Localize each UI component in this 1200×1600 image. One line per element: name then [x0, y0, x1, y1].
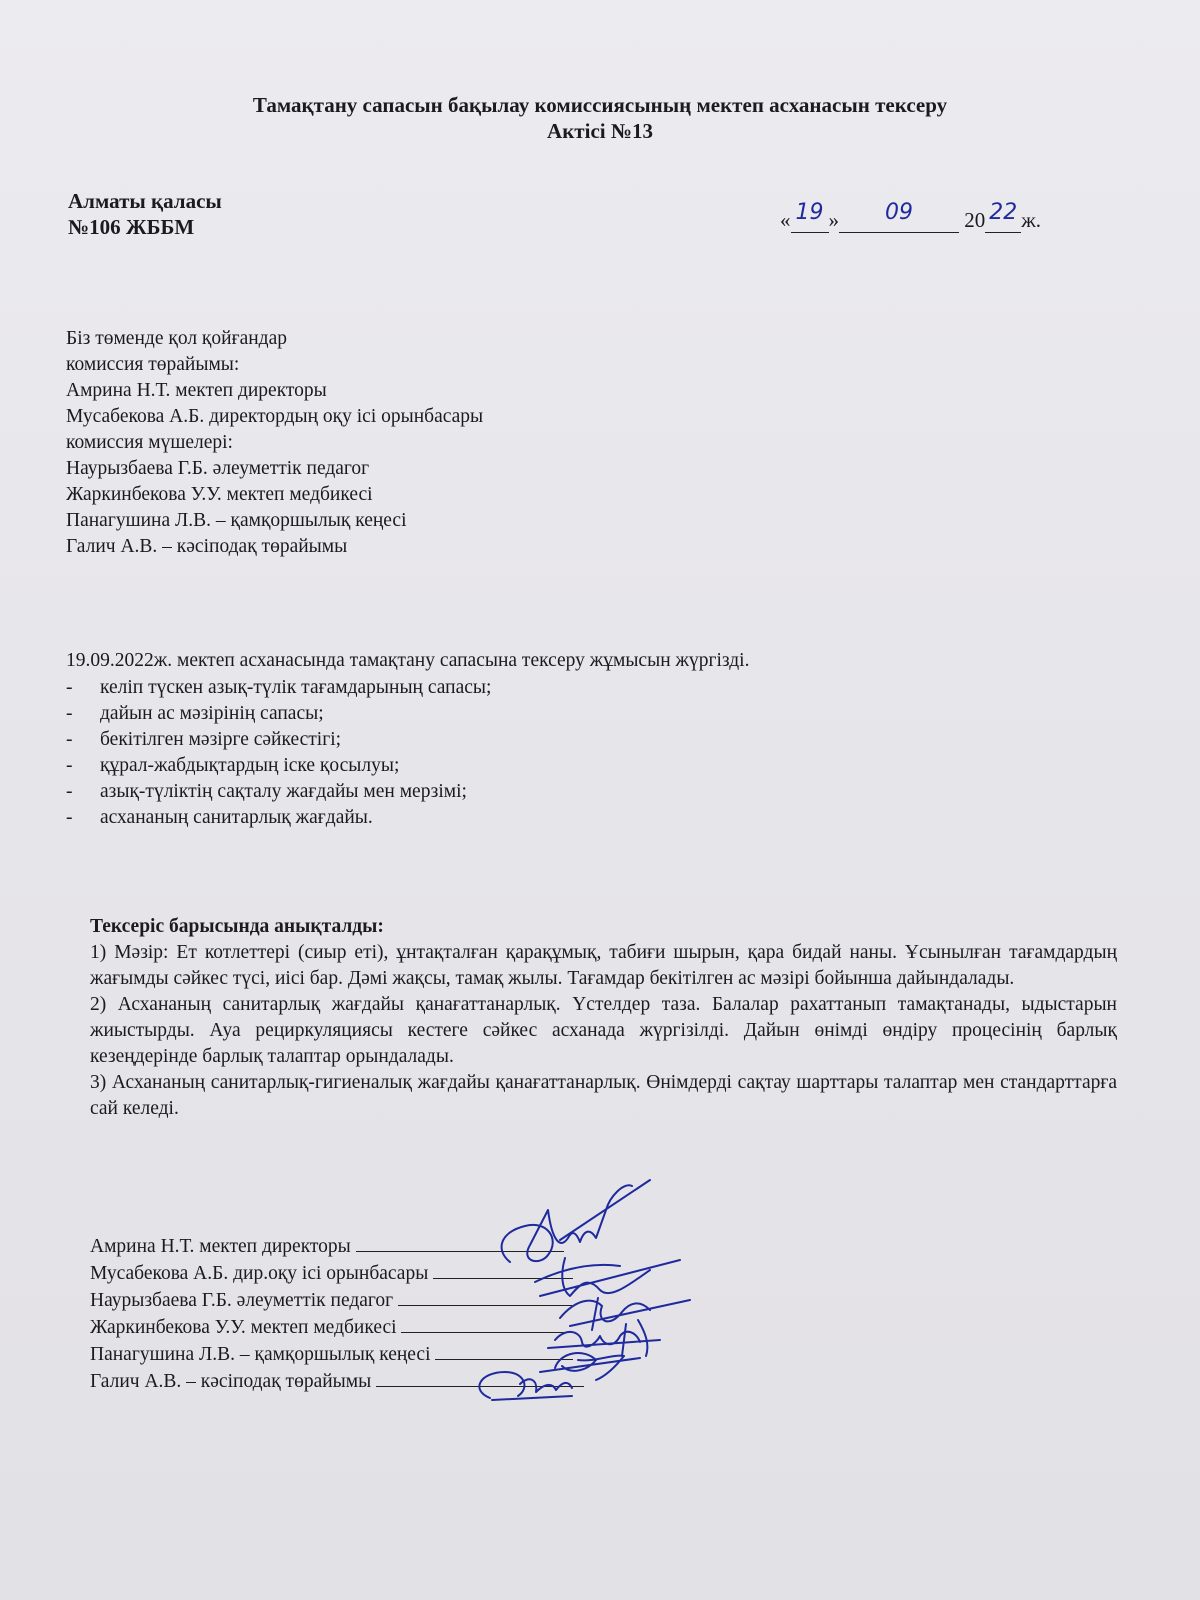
signatory-name: Наурызбаева Г.Б. әлеуметтік педагог [90, 1290, 394, 1311]
signature-row [90, 1233, 584, 1260]
city-label: Алматы қаласы [68, 189, 222, 213]
date-year-field [985, 200, 1021, 233]
member-line: комиссия төрайымы: [66, 354, 240, 375]
list-item: - құрал-жабдықтардың іске қосылуы; [66, 753, 491, 779]
finding-paragraph: 1) Мәзір: Ет котлеттері (сиыр еті), ұнтақталған қарақұмық, табиғи шырын, қара бидай наны. Ұсынылған тағамдардың жағымды сәйкес түсі, иісі бар. Дәмі жақсы, тамақ жылы. Тағамдар бекітілген ас мәзірі бойынша дайындалады. [90, 942, 1117, 989]
member-line: Біз төменде қол қойғандар [66, 328, 287, 349]
date-year-prefix: 20 [964, 208, 986, 232]
signatory-name: Галич А.В. – кәсіподақ төрайымы [90, 1371, 372, 1392]
signature-row [90, 1368, 584, 1395]
signature-scribble [560, 1180, 650, 1240]
member-line: комиссия мүшелері: [66, 432, 233, 453]
date-open-quote: « [780, 208, 791, 232]
member-line: Амрина Н.Т. мектеп директоры [66, 380, 327, 401]
inspection-checklist [66, 675, 491, 831]
findings-section [90, 914, 1117, 1122]
date-month-handwritten: 09 [885, 200, 913, 225]
findings-title: Тексеріс барысында анықталды: [90, 916, 384, 937]
member-line: Галич А.В. – кәсіподақ төрайымы [66, 536, 348, 557]
list-item: - асхананың санитарлық жағдайы. [66, 805, 491, 831]
member-line: Мусабекова А.Б. директордың оқу ісі орынбасары [66, 406, 484, 427]
list-item: - дайын ас мәзірінің сапасы; [66, 701, 491, 727]
date-day-handwritten: 19 [795, 200, 824, 225]
document-title [0, 92, 1200, 144]
school-label: №106 ЖББМ [68, 215, 195, 239]
date-year-handwritten: 22 [989, 200, 1018, 225]
signature-line [376, 1368, 584, 1387]
signature-block [90, 1233, 584, 1395]
list-item: - келіп түскен азық-түлік тағамдарының сапасы; [66, 675, 491, 701]
signature-line [356, 1233, 564, 1252]
signature-line [435, 1341, 573, 1360]
signatory-name: Панагушина Л.В. – қамқоршылық кеңесі [90, 1344, 431, 1365]
member-line: Панагушина Л.В. – қамқоршылық кеңесі [66, 510, 407, 531]
header-location [68, 188, 222, 240]
signatory-name: Амрина Н.Т. мектеп директоры [90, 1236, 351, 1257]
signature-line [433, 1260, 573, 1279]
member-line: Жаркинбекова У.У. мектеп медбикесі [66, 484, 373, 505]
date-close-quote: » [828, 208, 839, 232]
list-item: - азық-түліктің сақталу жағдайы мен мерзімі; [66, 779, 491, 805]
signature-row [90, 1314, 584, 1341]
document-date [780, 200, 1042, 233]
title-line-2: Актісі №13 [547, 119, 653, 143]
finding-paragraph: 3) Асхананың санитарлық-гигиеналық жағдайы қанағаттанарлық. Өнімдерді сақтау шарттары талаптар мен стандарттарға сай келеді. [90, 1072, 1117, 1119]
signature-row [90, 1260, 584, 1287]
date-month-field [839, 200, 959, 233]
list-item: - бекітілген мәзірге сәйкестігі; [66, 727, 491, 753]
signatory-name: Жаркинбекова У.У. мектеп медбикесі [90, 1317, 397, 1338]
title-line-1: Тамақтану сапасын бақылау комиссиясының мектеп асханасын тексеру [252, 93, 948, 117]
signature-line [401, 1314, 569, 1333]
commission-members [66, 326, 483, 560]
signature-row [90, 1341, 584, 1368]
finding-paragraph: 2) Асхананың санитарлық жағдайы қанағаттанарлық. Үстелдер таза. Балалар рахаттанып тамақтанады, ыдыстарын жиыстырды. Ауа рециркуляциясы кестеге сәйкес асханада жүргізілді. Дайын өнімді өндіру процесінің барлық кезеңдерінде барлық талаптар орындалады. [90, 994, 1117, 1067]
signatory-name: Мусабекова А.Б. дир.оқу ісі орынбасары [90, 1263, 429, 1284]
signature-row [90, 1287, 584, 1314]
date-year-mark: ж. [1021, 208, 1042, 232]
signature-line [398, 1287, 572, 1306]
inspection-intro: 19.09.2022ж. мектеп асханасында тамақтану сапасына тексеру жұмысын жүргізді. [66, 650, 750, 671]
member-line: Наурызбаева Г.Б. әлеуметтік педагог [66, 458, 370, 479]
date-day-field [791, 200, 829, 233]
